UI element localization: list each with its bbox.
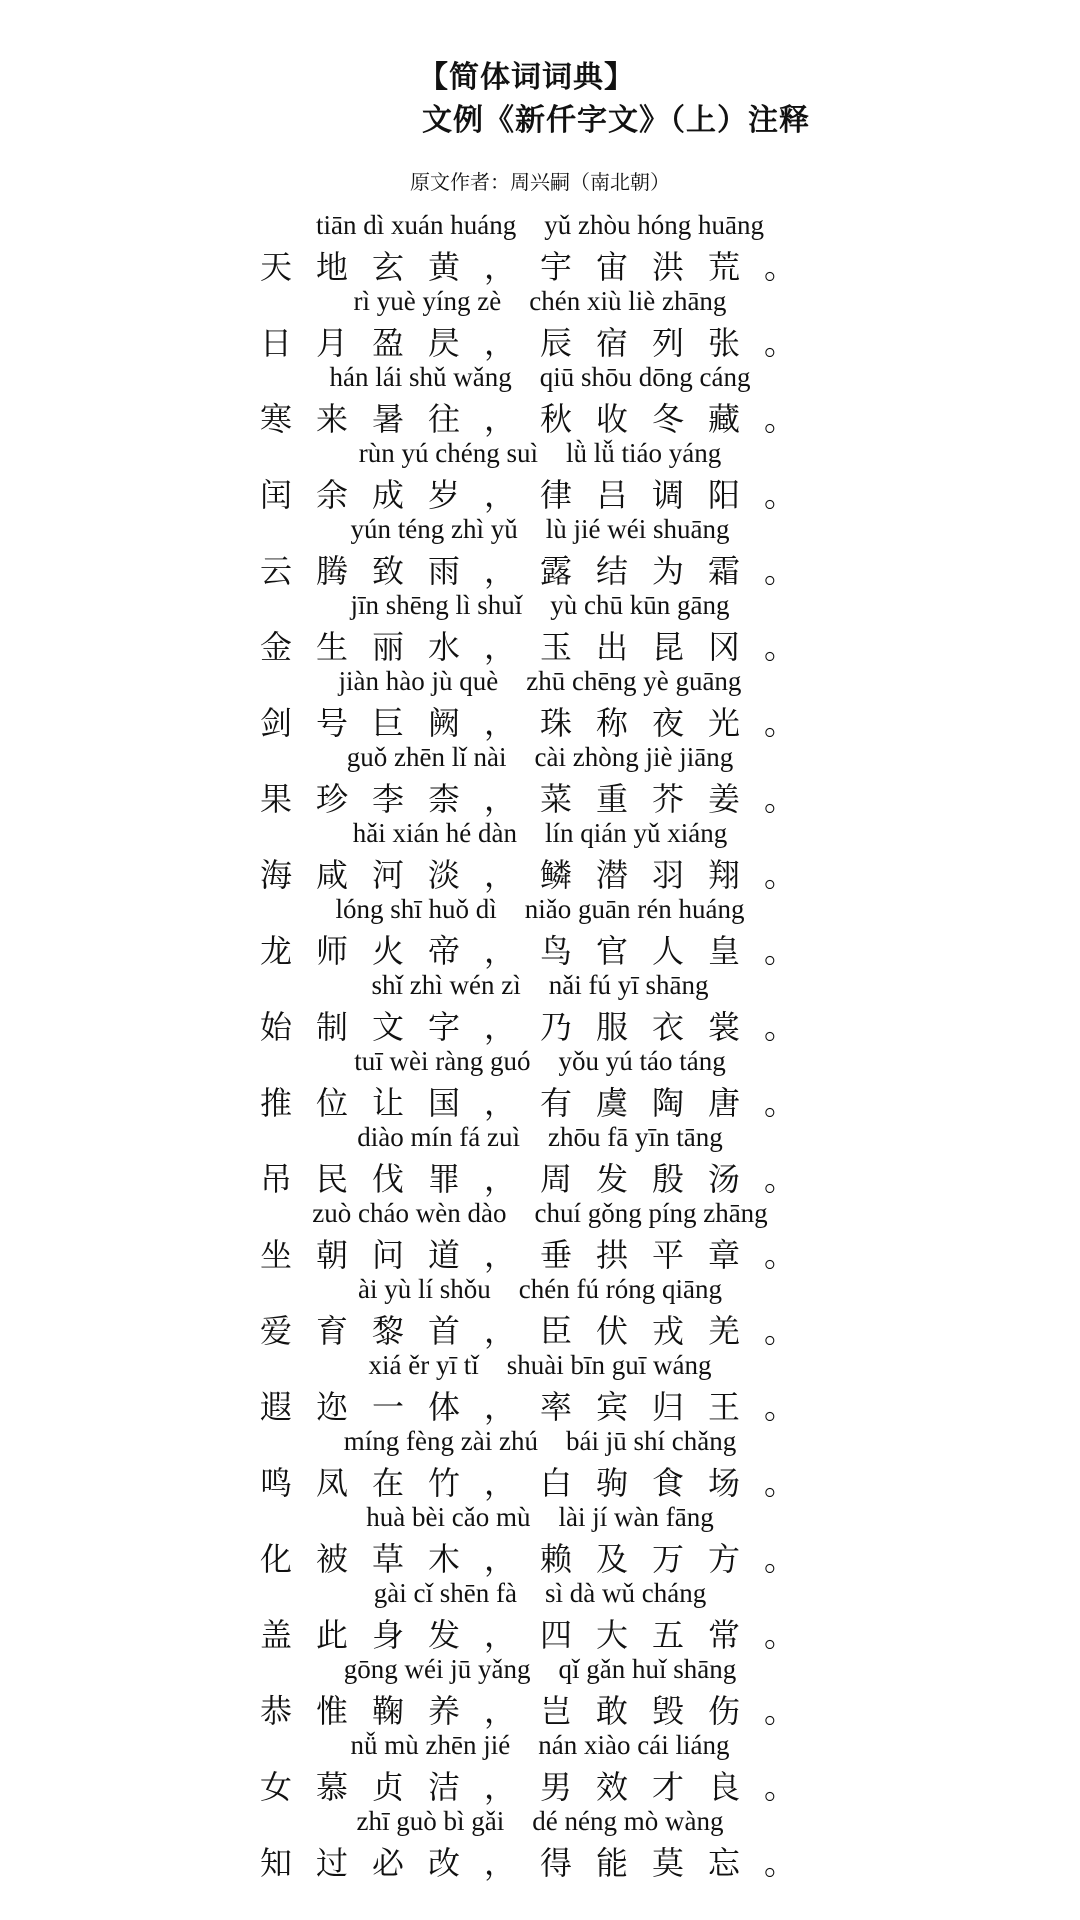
pinyin-second-half: chén xiù liè zhāng [529,286,727,316]
pinyin-first-half: tiān dì xuán huáng [316,210,517,240]
verse-block [0,1730,1080,1806]
hanzi-line: 盖此身发，四大五常。 [259,1616,820,1654]
pinyin-first-half: gài cǐ shēn fà [373,1578,517,1608]
verse-block [0,286,1080,362]
pinyin-first-half: míng fèng zài zhú [343,1426,538,1456]
hanzi-line: 海咸河淡，鳞潜羽翔。 [259,856,820,894]
hanzi-line: 推位让国，有虞陶唐。 [259,1084,820,1122]
verse-block [0,1122,1080,1198]
pinyin-first-half: shǐ zhì wén zì [371,970,521,1000]
verse-block [0,1046,1080,1122]
pinyin-first-half: gōng wéi jū yǎng [343,1654,531,1684]
pinyin-second-half: yǔ zhòu hóng huāng [544,210,764,240]
pinyin-second-half: zhū chēng yè guāng [526,666,742,696]
hanzi-line: 吊民伐罪，周发殷汤。 [259,1160,820,1198]
document-title: 文例《新仟字文》（上）注释 [422,103,810,138]
pinyin-second-half: lǜ lǚ tiáo yáng [565,438,722,468]
pinyin-first-half: diào mín fá zuì [357,1122,520,1152]
pinyin-first-half: yún téng zhì yǔ [350,514,518,544]
pinyin-first-half: xiá ěr yī tǐ [368,1350,479,1380]
verse-block [0,1578,1080,1654]
pinyin-second-half: nán xiào cái liáng [538,1730,730,1760]
hanzi-line: 坐朝问道，垂拱平章。 [259,1236,820,1274]
pinyin-second-half: lù jié wéi shuāng [545,514,730,544]
hanzi-line: 鸣凤在竹，白驹食场。 [259,1464,820,1502]
pinyin-first-half: hǎi xián hé dàn [352,818,517,848]
verse-block [0,514,1080,590]
pinyin-first-half: rùn yú chéng suì [358,438,538,468]
hanzi-line: 恭惟鞠养，岂敢毁伤。 [259,1692,820,1730]
verse-block [0,970,1080,1046]
pinyin-second-half: yǒu yú táo táng [558,1046,726,1076]
pinyin-first-half: tuī wèi ràng guó [354,1046,531,1076]
verse-block [0,1274,1080,1350]
pinyin-second-half: zhōu fā yīn tāng [548,1122,723,1152]
pinyin-first-half: jīn shēng lì shuǐ [350,590,523,620]
verse-block [0,362,1080,438]
pinyin-second-half: bái jū shí chǎng [565,1426,737,1456]
hanzi-line: 寒来暑往，秋收冬藏。 [259,400,820,438]
hanzi-line: 金生丽水，玉出昆冈。 [259,628,820,666]
pinyin-second-half: yù chū kūn gāng [550,590,730,620]
hanzi-line: 知过必改，得能莫忘。 [259,1844,820,1882]
verse-list [0,210,1080,1882]
pinyin-first-half: guǒ zhēn lǐ nài [346,742,507,772]
pinyin-second-half: dé néng mò wàng [532,1806,724,1836]
hanzi-line: 遐迩一体，率宾归王。 [259,1388,820,1426]
pinyin-first-half: huà bèi cǎo mù [366,1502,531,1532]
author-line: 原文作者：周兴嗣（南北朝） [410,170,670,194]
hanzi-line: 龙师火帝，鸟官人皇。 [259,932,820,970]
verse-block [0,818,1080,894]
pinyin-first-half: rì yuè yíng zè [353,286,502,316]
pinyin-second-half: cài zhòng jiè jiāng [534,742,734,772]
verse-block [0,894,1080,970]
pinyin-second-half: nǎi fú yī shāng [548,970,709,1000]
verse-block [0,742,1080,818]
pinyin-first-half: lóng shī huǒ dì [335,894,497,924]
pinyin-first-half: hán lái shǔ wǎng [329,362,512,392]
pinyin-second-half: sì dà wǔ cháng [544,1578,707,1608]
pinyin-second-half: chén fú róng qiāng [518,1274,722,1304]
hanzi-line: 云腾致雨，露结为霜。 [259,552,820,590]
hanzi-line: 始制文字，乃服衣裳。 [259,1008,820,1046]
hanzi-line: 爱育黎首，臣伏戎羌。 [259,1312,820,1350]
hanzi-line: 闰余成岁，律吕调阳。 [259,476,820,514]
verse-block [0,1426,1080,1502]
hanzi-line: 化被草木，赖及万方。 [259,1540,820,1578]
pinyin-first-half: ài yù lí shǒu [358,1274,491,1304]
pinyin-second-half: shuài bīn guī wáng [506,1350,712,1380]
pinyin-second-half: qǐ gǎn huǐ shāng [558,1654,737,1684]
verse-block [0,1806,1080,1882]
hanzi-line: 果珍李柰，菜重芥姜。 [259,780,820,818]
pinyin-second-half: lín qián yǔ xiáng [544,818,728,848]
verse-block [0,590,1080,666]
verse-block [0,1350,1080,1426]
verse-block [0,210,1080,286]
pinyin-second-half: niǎo guān rén huáng [524,894,745,924]
dictionary-tag: 【简体词词典】 [418,60,635,95]
verse-block [0,666,1080,742]
pinyin-second-half: chuí gǒng píng zhāng [534,1198,768,1228]
pinyin-first-half: zhī guò bì gǎi [356,1806,505,1836]
hanzi-line: 剑号巨阙，珠称夜光。 [259,704,820,742]
verse-block [0,438,1080,514]
verse-block [0,1654,1080,1730]
hanzi-line: 日月盈昃，辰宿列张。 [259,324,820,362]
verse-block [0,1198,1080,1274]
pinyin-first-half: nǚ mù zhēn jié [350,1730,511,1760]
pinyin-first-half: jiàn hào jù què [338,666,499,696]
pinyin-second-half: lài jí wàn fāng [558,1502,714,1532]
pinyin-first-half: zuò cháo wèn dào [312,1198,507,1228]
hanzi-line: 女慕贞洁，男效才良。 [259,1768,820,1806]
verse-block [0,1502,1080,1578]
pinyin-second-half: qiū shōu dōng cáng [539,362,751,392]
hanzi-line: 天地玄黄，宇宙洪荒。 [259,248,820,286]
